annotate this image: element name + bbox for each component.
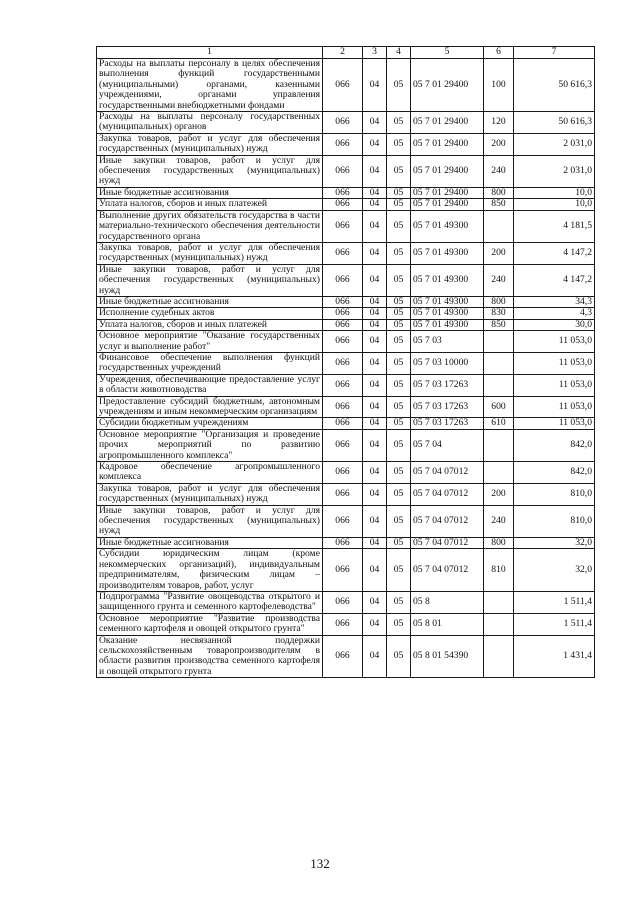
cell-ved: 066 <box>323 635 363 678</box>
column-header-name: 1 <box>97 47 323 59</box>
cell-name: Закупка товаров, работ и услуг для обеспечения государственных (муниципальных) нужд <box>97 483 323 505</box>
column-header-pr: 4 <box>387 47 411 59</box>
cell-sum: 4,3 <box>514 308 595 319</box>
cell-ved: 066 <box>323 264 363 296</box>
cell-pr: 05 <box>387 418 411 429</box>
cell-vr: 120 <box>484 112 514 134</box>
cell-ved: 066 <box>323 429 363 461</box>
cell-rz: 04 <box>363 635 387 678</box>
cell-name: Закупка товаров, работ и услуг для обеспечения государственных (муниципальных) нужд <box>97 242 323 264</box>
cell-ved: 066 <box>323 242 363 264</box>
cell-csr: 05 7 04 07012 <box>411 505 484 537</box>
cell-csr: 05 7 04 07012 <box>411 537 484 548</box>
cell-ved: 066 <box>323 308 363 319</box>
cell-sum: 842,0 <box>514 462 595 484</box>
cell-name: Иные закупки товаров, работ и услуг для обеспечения государственных (муниципальных) нужд <box>97 155 323 187</box>
cell-csr: 05 8 01 <box>411 613 484 635</box>
cell-rz: 04 <box>363 308 387 319</box>
cell-pr: 05 <box>387 613 411 635</box>
table-row <box>97 613 595 635</box>
table-row <box>97 429 595 461</box>
cell-csr: 05 8 <box>411 591 484 613</box>
cell-sum: 11 053,0 <box>514 418 595 429</box>
table-row <box>97 549 595 592</box>
table-row <box>97 537 595 548</box>
cell-pr: 05 <box>387 264 411 296</box>
cell-rz: 04 <box>363 187 387 198</box>
cell-csr: 05 7 01 29400 <box>411 59 484 112</box>
cell-csr: 05 7 01 49300 <box>411 242 484 264</box>
cell-pr: 05 <box>387 242 411 264</box>
cell-pr: 05 <box>387 331 411 353</box>
cell-sum: 4 147,2 <box>514 264 595 296</box>
cell-sum: 30,0 <box>514 319 595 330</box>
cell-ved: 066 <box>323 505 363 537</box>
cell-sum: 810,0 <box>514 505 595 537</box>
cell-rz: 04 <box>363 199 387 210</box>
cell-sum: 32,0 <box>514 537 595 548</box>
cell-name: Иные бюджетные ассигнования <box>97 187 323 198</box>
table-row <box>97 296 595 307</box>
table-row <box>97 210 595 242</box>
column-header-ved: 2 <box>323 47 363 59</box>
cell-sum: 4 147,2 <box>514 242 595 264</box>
cell-csr: 05 7 01 29400 <box>411 199 484 210</box>
cell-name: Подпрограмма "Развитие овощеводства открытого и защищенного грунта и семенного картофелеводства" <box>97 591 323 613</box>
cell-vr <box>484 591 514 613</box>
cell-vr <box>484 613 514 635</box>
cell-name: Субсидии юридическим лицам (кроме некоммерческих организаций), индивидуальным предпринимателям, физическим лицам – производителям товаров, работ, услуг <box>97 549 323 592</box>
cell-vr: 200 <box>484 133 514 155</box>
cell-pr: 05 <box>387 591 411 613</box>
cell-vr: 800 <box>484 296 514 307</box>
cell-csr: 05 7 01 29400 <box>411 133 484 155</box>
cell-name: Предоставление субсидий бюджетным, автономным учреждениям и иным некоммерческим организациям <box>97 396 323 418</box>
cell-csr: 05 7 03 10000 <box>411 352 484 374</box>
cell-sum: 10,0 <box>514 187 595 198</box>
cell-pr: 05 <box>387 187 411 198</box>
table-row <box>97 133 595 155</box>
cell-ved: 066 <box>323 613 363 635</box>
cell-sum: 34,3 <box>514 296 595 307</box>
cell-sum: 10,0 <box>514 199 595 210</box>
cell-vr: 810 <box>484 549 514 592</box>
cell-sum: 50 616,3 <box>514 112 595 134</box>
table-row <box>97 331 595 353</box>
cell-pr: 05 <box>387 429 411 461</box>
cell-pr: 05 <box>387 537 411 548</box>
cell-ved: 066 <box>323 331 363 353</box>
cell-pr: 05 <box>387 352 411 374</box>
cell-vr: 240 <box>484 505 514 537</box>
cell-csr: 05 7 04 <box>411 429 484 461</box>
cell-vr: 830 <box>484 308 514 319</box>
cell-rz: 04 <box>363 331 387 353</box>
cell-rz: 04 <box>363 429 387 461</box>
cell-vr <box>484 429 514 461</box>
table-row <box>97 308 595 319</box>
cell-rz: 04 <box>363 591 387 613</box>
cell-sum: 2 031,0 <box>514 155 595 187</box>
column-header-vr: 6 <box>484 47 514 59</box>
cell-sum: 11 053,0 <box>514 331 595 353</box>
cell-name: Уплата налогов, сборов и иных платежей <box>97 199 323 210</box>
table-row <box>97 264 595 296</box>
cell-ved: 066 <box>323 187 363 198</box>
cell-vr <box>484 374 514 396</box>
table-row <box>97 242 595 264</box>
cell-name: Иные бюджетные ассигнования <box>97 537 323 548</box>
cell-name: Расходы на выплаты персоналу в целях обеспечения выполнения функций государственными (муниципальными) органами, казенными учреждениями, органами управления государственными внебюджетными фондами <box>97 59 323 112</box>
cell-csr: 05 7 04 07012 <box>411 483 484 505</box>
table-row <box>97 112 595 134</box>
table-row <box>97 187 595 198</box>
cell-pr: 05 <box>387 155 411 187</box>
cell-ved: 066 <box>323 210 363 242</box>
cell-pr: 05 <box>387 199 411 210</box>
cell-vr: 240 <box>484 264 514 296</box>
cell-rz: 04 <box>363 549 387 592</box>
cell-pr: 05 <box>387 319 411 330</box>
cell-ved: 066 <box>323 112 363 134</box>
cell-pr: 05 <box>387 133 411 155</box>
cell-rz: 04 <box>363 352 387 374</box>
cell-name: Иные бюджетные ассигнования <box>97 296 323 307</box>
cell-rz: 04 <box>363 462 387 484</box>
cell-vr: 850 <box>484 199 514 210</box>
cell-sum: 842,0 <box>514 429 595 461</box>
cell-pr: 05 <box>387 396 411 418</box>
cell-name: Учреждения, обеспечивающие предоставление услуг в области животноводства <box>97 374 323 396</box>
cell-vr: 600 <box>484 396 514 418</box>
table-header-row <box>97 47 595 59</box>
cell-csr: 05 7 01 49300 <box>411 319 484 330</box>
cell-sum: 1 431,4 <box>514 635 595 678</box>
cell-vr: 200 <box>484 483 514 505</box>
budget-table <box>96 46 595 678</box>
cell-name: Оказание несвязанной поддержки сельскохозяйственным товаропроизводителям в области развития производства семенного картофеля и овощей открытого грунта <box>97 635 323 678</box>
cell-csr: 05 7 01 49300 <box>411 296 484 307</box>
cell-rz: 04 <box>363 59 387 112</box>
cell-rz: 04 <box>363 155 387 187</box>
cell-rz: 04 <box>363 483 387 505</box>
cell-sum: 810,0 <box>514 483 595 505</box>
cell-csr: 05 7 01 29400 <box>411 187 484 198</box>
cell-csr: 05 7 01 49300 <box>411 264 484 296</box>
table-row <box>97 591 595 613</box>
table-row <box>97 418 595 429</box>
cell-ved: 066 <box>323 549 363 592</box>
cell-csr: 05 7 01 49300 <box>411 210 484 242</box>
cell-name: Субсидии бюджетным учреждениям <box>97 418 323 429</box>
cell-ved: 066 <box>323 296 363 307</box>
table-body <box>97 59 595 678</box>
cell-name: Иные закупки товаров, работ и услуг для обеспечения государственных (муниципальных) нужд <box>97 264 323 296</box>
cell-pr: 05 <box>387 296 411 307</box>
cell-rz: 04 <box>363 210 387 242</box>
cell-sum: 11 053,0 <box>514 352 595 374</box>
cell-pr: 05 <box>387 483 411 505</box>
cell-name: Расходы на выплаты персоналу государственных (муниципальных) органов <box>97 112 323 134</box>
cell-ved: 066 <box>323 155 363 187</box>
cell-ved: 066 <box>323 133 363 155</box>
cell-name: Закупка товаров, работ и услуг для обеспечения государственных (муниципальных) нужд <box>97 133 323 155</box>
cell-sum: 50 616,3 <box>514 59 595 112</box>
table-row <box>97 155 595 187</box>
cell-csr: 05 7 04 07012 <box>411 549 484 592</box>
cell-rz: 04 <box>363 296 387 307</box>
cell-rz: 04 <box>363 319 387 330</box>
cell-ved: 066 <box>323 199 363 210</box>
cell-rz: 04 <box>363 242 387 264</box>
column-header-sum: 7 <box>514 47 595 59</box>
table-row <box>97 483 595 505</box>
table-row <box>97 199 595 210</box>
cell-ved: 066 <box>323 319 363 330</box>
cell-csr: 05 7 03 <box>411 331 484 353</box>
cell-csr: 05 8 01 54390 <box>411 635 484 678</box>
cell-vr: 800 <box>484 187 514 198</box>
cell-rz: 04 <box>363 264 387 296</box>
cell-vr: 200 <box>484 242 514 264</box>
cell-rz: 04 <box>363 133 387 155</box>
cell-sum: 32,0 <box>514 549 595 592</box>
cell-ved: 066 <box>323 418 363 429</box>
cell-pr: 05 <box>387 308 411 319</box>
cell-vr <box>484 352 514 374</box>
cell-vr <box>484 210 514 242</box>
cell-name: Основное мероприятие "Оказание государственных услуг и выполнение работ" <box>97 331 323 353</box>
cell-pr: 05 <box>387 210 411 242</box>
cell-name: Уплата налогов, сборов и иных платежей <box>97 319 323 330</box>
cell-rz: 04 <box>363 613 387 635</box>
table-row <box>97 59 595 112</box>
cell-name: Основное мероприятие "Организация и проведение прочих мероприятий по развитию агропромышленного комплекса" <box>97 429 323 461</box>
cell-pr: 05 <box>387 549 411 592</box>
cell-ved: 066 <box>323 396 363 418</box>
cell-ved: 066 <box>323 537 363 548</box>
cell-vr <box>484 462 514 484</box>
cell-sum: 4 181,5 <box>514 210 595 242</box>
cell-sum: 1 511,4 <box>514 591 595 613</box>
cell-sum: 1 511,4 <box>514 613 595 635</box>
table-row <box>97 396 595 418</box>
cell-vr: 610 <box>484 418 514 429</box>
cell-ved: 066 <box>323 483 363 505</box>
cell-csr: 05 7 01 49300 <box>411 308 484 319</box>
table-row <box>97 374 595 396</box>
table-row <box>97 505 595 537</box>
cell-name: Финансовое обеспечение выполнения функций государственных учреждений <box>97 352 323 374</box>
cell-csr: 05 7 03 17263 <box>411 418 484 429</box>
cell-name: Исполнение судебных актов <box>97 308 323 319</box>
cell-vr: 800 <box>484 537 514 548</box>
cell-pr: 05 <box>387 374 411 396</box>
cell-ved: 066 <box>323 374 363 396</box>
cell-name: Иные закупки товаров, работ и услуг для обеспечения государственных (муниципальных) нужд <box>97 505 323 537</box>
cell-pr: 05 <box>387 505 411 537</box>
cell-rz: 04 <box>363 374 387 396</box>
column-header-rz: 3 <box>363 47 387 59</box>
table-row <box>97 462 595 484</box>
cell-pr: 05 <box>387 635 411 678</box>
cell-csr: 05 7 04 07012 <box>411 462 484 484</box>
cell-rz: 04 <box>363 112 387 134</box>
cell-vr <box>484 331 514 353</box>
cell-name: Выполнение других обязательств государства в части материально-технического обеспечения деятельности государственного органа <box>97 210 323 242</box>
table-row <box>97 352 595 374</box>
cell-ved: 066 <box>323 352 363 374</box>
cell-ved: 066 <box>323 591 363 613</box>
cell-vr: 240 <box>484 155 514 187</box>
cell-rz: 04 <box>363 418 387 429</box>
cell-csr: 05 7 01 29400 <box>411 155 484 187</box>
cell-sum: 2 031,0 <box>514 133 595 155</box>
cell-vr: 850 <box>484 319 514 330</box>
table-row <box>97 319 595 330</box>
cell-ved: 066 <box>323 59 363 112</box>
cell-name: Основное мероприятие "Развитие производства семенного картофеля и овощей открытого грунта" <box>97 613 323 635</box>
cell-ved: 066 <box>323 462 363 484</box>
cell-csr: 05 7 03 17263 <box>411 396 484 418</box>
cell-csr: 05 7 03 17263 <box>411 374 484 396</box>
cell-pr: 05 <box>387 462 411 484</box>
cell-csr: 05 7 01 29400 <box>411 112 484 134</box>
cell-name: Кадровое обеспечение агропромышленного комплекса <box>97 462 323 484</box>
cell-rz: 04 <box>363 396 387 418</box>
page-number: 132 <box>310 856 330 871</box>
cell-pr: 05 <box>387 112 411 134</box>
cell-rz: 04 <box>363 537 387 548</box>
cell-rz: 04 <box>363 505 387 537</box>
cell-vr <box>484 635 514 678</box>
column-header-csr: 5 <box>411 47 484 59</box>
cell-sum: 11 053,0 <box>514 396 595 418</box>
cell-sum: 11 053,0 <box>514 374 595 396</box>
cell-vr: 100 <box>484 59 514 112</box>
table-row <box>97 635 595 678</box>
cell-pr: 05 <box>387 59 411 112</box>
